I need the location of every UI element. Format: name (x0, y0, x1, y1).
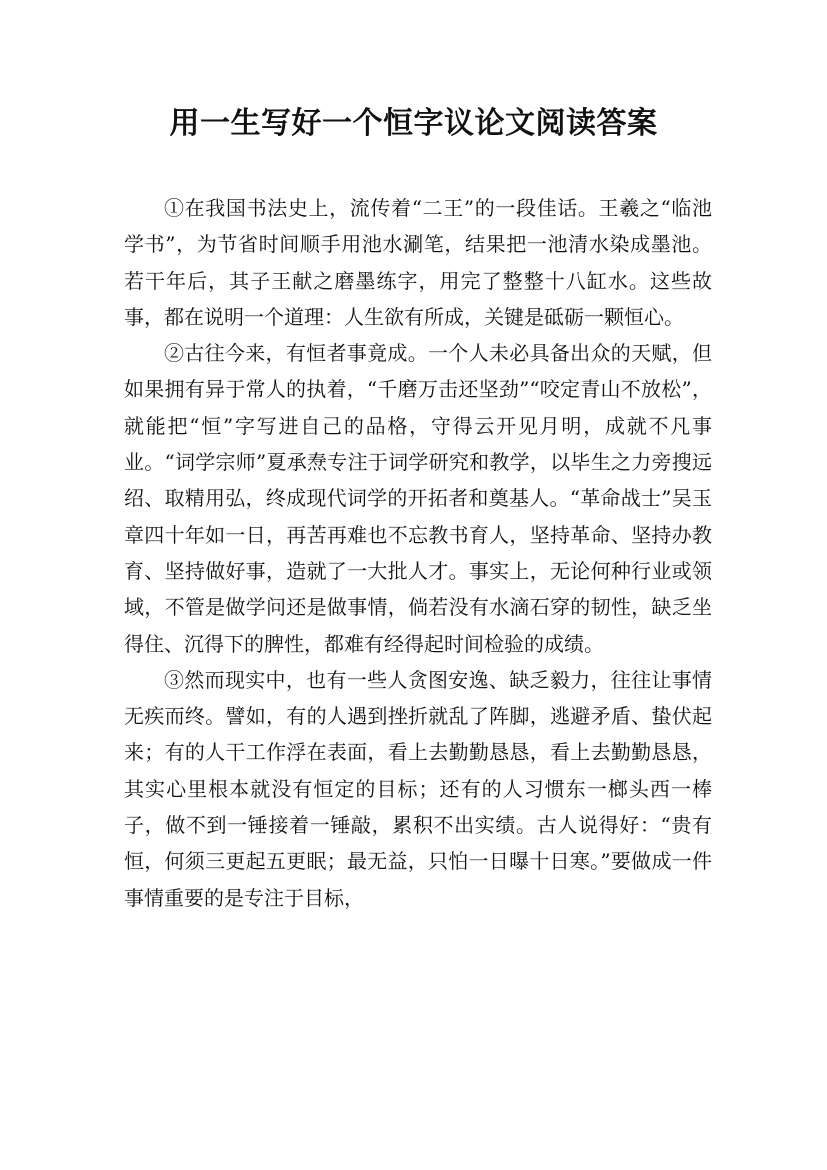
document-body (124, 190, 712, 916)
paragraph-1: ①在我国书法史上，流传着“二王”的一段佳话。王羲之“临池学书”，为节省时间顺手用池水涮笔，结果把一池清水染成墨池。若干年后，其子王献之磨墨练字，用完了整整十八缸水。这些故事，都在说明一个道理：人生欲有所成，关键是砥砺一颗恒心。 (124, 196, 712, 329)
paragraph-2: ②古往今来，有恒者事竟成。一个人未必具备出众的天赋，但如果拥有异于常人的执着，“千磨万击还坚劲”“咬定青山不放松”，就能把“恒”字写进自己的品格，守得云开见月明，成就不凡事业。“词学宗师”夏承焘专注于词学研究和教学，以毕生之力旁搜远绍、取精用弘，终成现代词学的开拓者和奠基人。“革命战士”吴玉章四十年如一日，再苦再难也不忘教书育人，坚持革命、坚持办教育、坚持做好事，造就了一大批人才。事实上，无论何种行业或领域，不管是做学问还是做事情，倘若没有水滴石穿的韧性，缺乏坐得住、沉得下的脾性，都难有经得起时间检验的成绩。 (124, 341, 712, 656)
document-title: 用一生写好一个恒字议论文阅读答案 (169, 106, 658, 141)
paragraph-3: ③然而现实中，也有一些人贪图安逸、缺乏毅力，往往让事情无疾而终。譬如，有的人遇到挫折就乱了阵脚，逃避矛盾、蛰伏起来；有的人干工作浮在表面，看上去勤勤恳恳，看上去勤勤恳恳，其实心里根本就没有恒定的目标；还有的人习惯东一榔头西一棒子，做不到一锤接着一锤敲，累积不出实绩。古人说得好：“贵有恒，何须三更起五更眠；最无益，只怕一日曝十日寒。”要做成一件事情重要的是专注于目标， (124, 667, 712, 910)
